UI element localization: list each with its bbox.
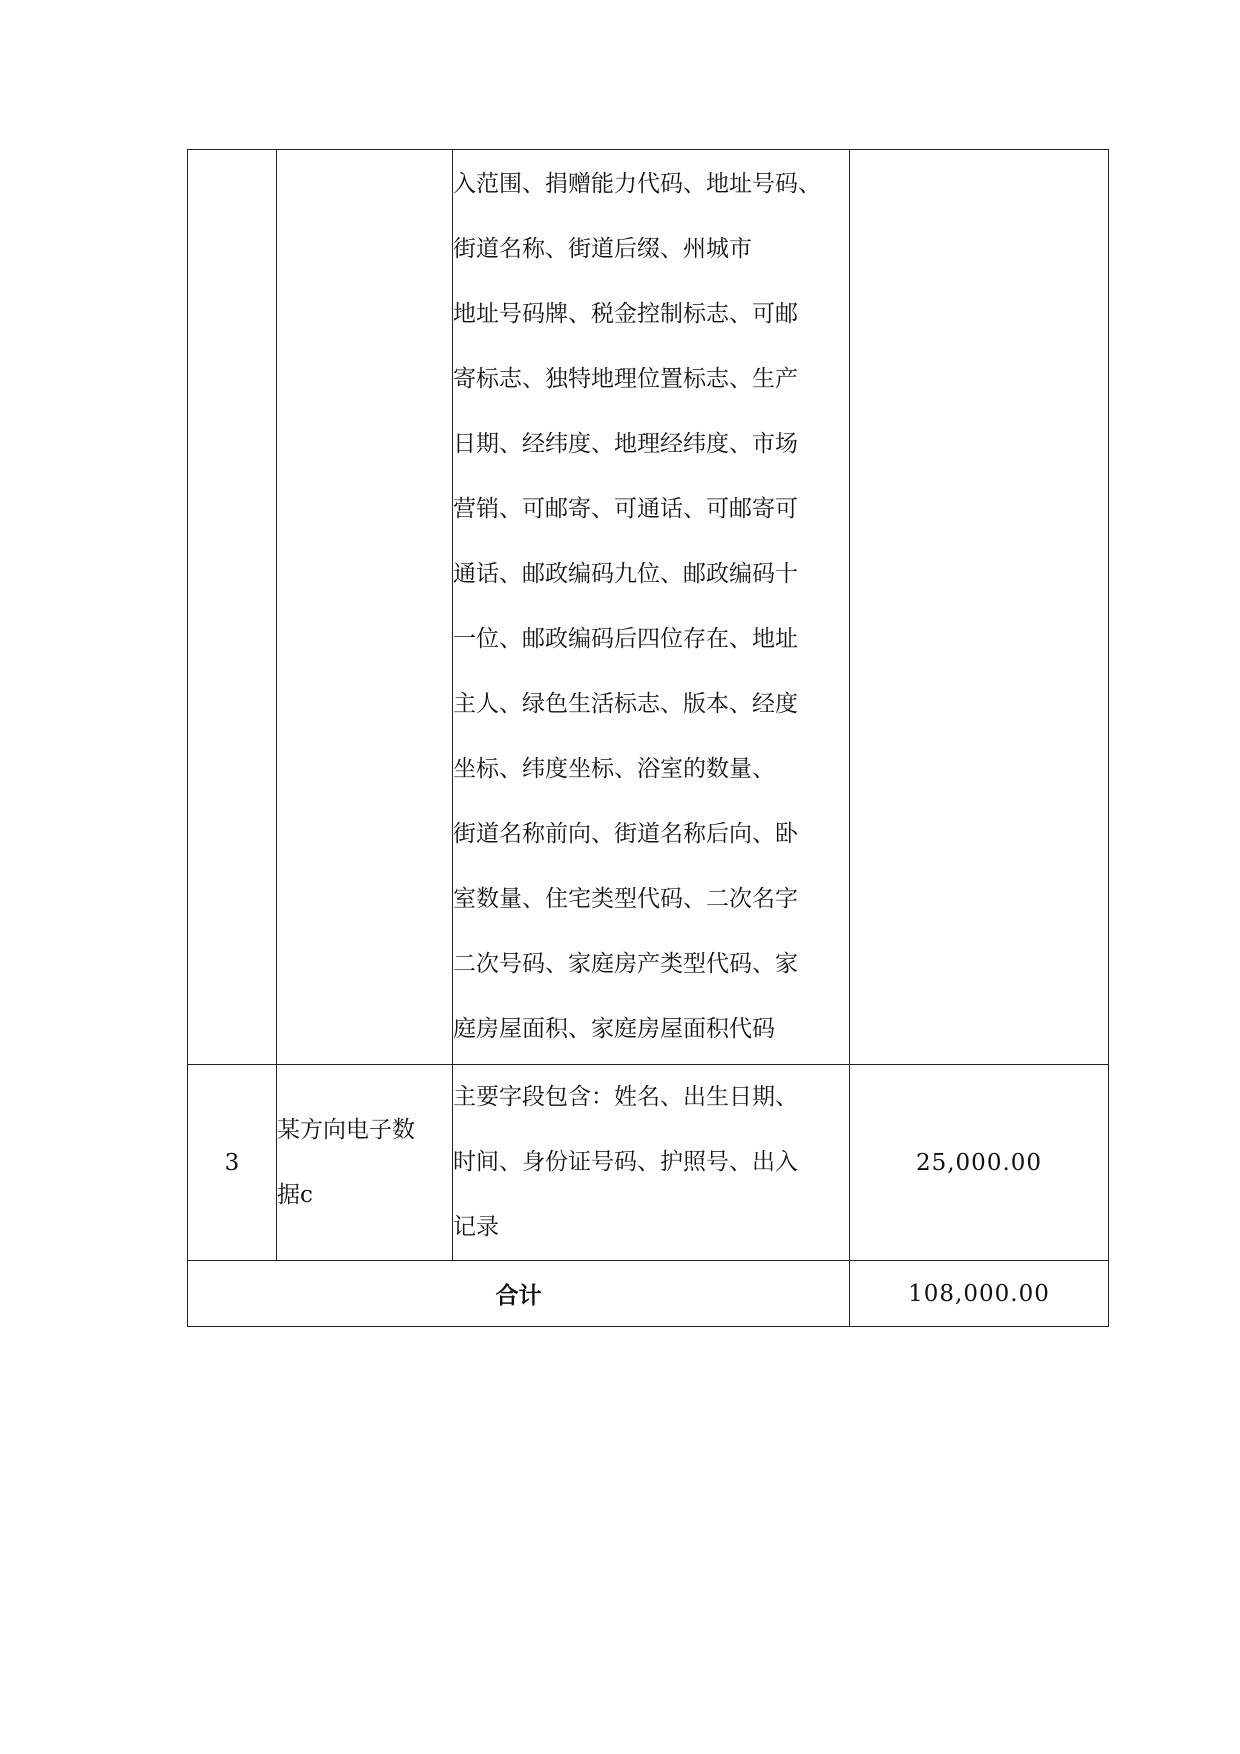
cell-name-empty xyxy=(277,150,453,1065)
description-line: 室数量、住宅类型代码、二次名字 xyxy=(453,886,798,912)
total-amount: 108,000.00 xyxy=(850,1261,1109,1327)
row-description xyxy=(453,1065,850,1261)
total-label: 合计 xyxy=(188,1261,850,1327)
description-line: 通话、邮政编码九位、邮政编码十 xyxy=(453,561,798,587)
description-line: 营销、可邮寄、可通话、可邮寄可 xyxy=(453,496,798,522)
cell-number-empty xyxy=(188,150,277,1065)
table-row-total xyxy=(188,1261,1109,1327)
row-amount: 25,000.00 xyxy=(850,1065,1109,1261)
description-line: 入范围、捐赠能力代码、地址号码、 xyxy=(453,171,821,197)
description-line: 地址号码牌、税金控制标志、可邮 xyxy=(453,301,798,327)
name-line: 据c xyxy=(277,1181,313,1208)
cell-description xyxy=(453,150,850,1065)
description-line: 日期、经纬度、地理经纬度、市场 xyxy=(453,431,798,457)
description-line: 坐标、纬度坐标、浴室的数量、 xyxy=(453,756,775,782)
description-line: 主要字段包含：姓名、出生日期、 xyxy=(453,1084,798,1110)
cell-amount-empty xyxy=(850,150,1109,1065)
description-line: 二次号码、家庭房产类型代码、家 xyxy=(453,951,798,977)
name-line: 某方向电子数 xyxy=(277,1116,415,1143)
row-number: 3 xyxy=(188,1065,277,1261)
description-line: 时间、身份证号码、护照号、出入 xyxy=(453,1149,798,1175)
description-line: 记录 xyxy=(453,1214,499,1240)
description-line: 寄标志、独特地理位置标志、生产 xyxy=(453,366,798,392)
description-line: 街道名称前向、街道名称后向、卧 xyxy=(453,821,798,847)
data-table xyxy=(187,149,1109,1327)
description-line: 街道名称、街道后缀、州城市 xyxy=(453,236,752,262)
table-row-continued xyxy=(188,150,1109,1065)
description-line: 一位、邮政编码后四位存在、地址 xyxy=(453,626,798,652)
description-line: 庭房屋面积、家庭房屋面积代码 xyxy=(453,1016,775,1042)
row-name xyxy=(277,1065,453,1261)
table-row-3 xyxy=(188,1065,1109,1261)
description-line: 主人、绿色生活标志、版本、经度 xyxy=(453,691,798,717)
